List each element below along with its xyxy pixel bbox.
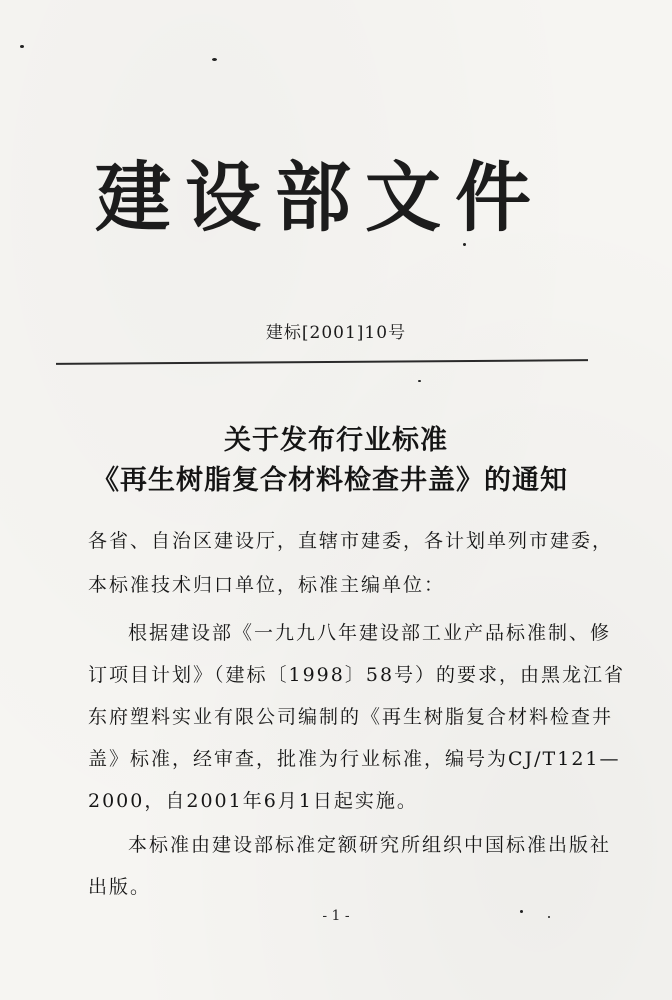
notice-title-line-1: 关于发布行业标准	[224, 425, 448, 456]
page-number: - 1 -	[322, 908, 350, 924]
body-line-paragraph-1: 订项目计划》（建标〔1998〕58号）的要求，由黑龙江省	[88, 664, 626, 686]
body-line-paragraph-2: 出版。	[88, 876, 152, 898]
scan-speck	[20, 45, 24, 48]
notice-title-line-2: 《再生树脂复合材料检查井盖》的通知	[92, 465, 568, 496]
scan-speck	[212, 58, 217, 61]
body-line-addressee-2: 本标准技术归口单位，标准主编单位：	[88, 574, 446, 596]
document-number: 建标[2001]10号	[265, 323, 407, 343]
body-line-paragraph-1: 盖》标准，经审查，批准为行业标准，编号为CJ/T121—	[88, 748, 621, 770]
body-line-addressee-1: 各省、自治区建设厅，直辖市建委，各计划单列市建委，	[88, 530, 614, 552]
body-line-paragraph-1: 2000，自2001年6月1日起实施。	[88, 790, 418, 812]
header-divider	[56, 359, 588, 365]
body-line-paragraph-2: 本标准由建设部标准定额研究所组织中国标准出版社	[128, 834, 612, 856]
document-header-title: 建设部文件	[95, 153, 545, 242]
body-line-paragraph-1: 根据建设部《一九九八年建设部工业产品标准制、修	[128, 622, 612, 644]
scan-speck	[418, 380, 421, 382]
body-line-paragraph-1: 东府塑料实业有限公司编制的《再生树脂复合材料检查井	[88, 706, 614, 728]
